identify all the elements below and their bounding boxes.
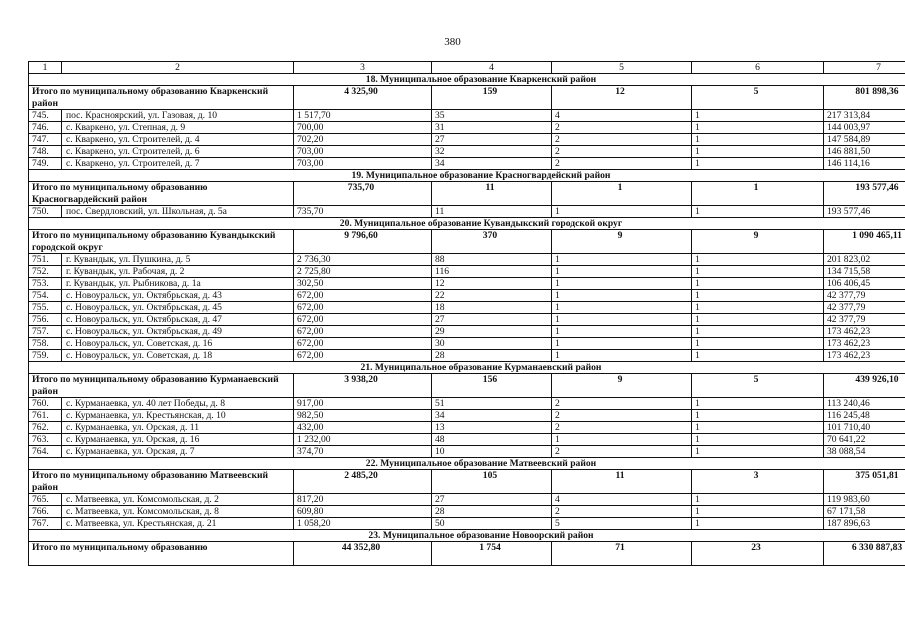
row-col6: 1 (692, 422, 824, 434)
row-sum: 119 983,60 (824, 494, 905, 506)
row-col5: 1 (552, 314, 692, 326)
row-people: 27 (432, 494, 552, 506)
table-row (29, 422, 905, 434)
row-number: 758. (29, 338, 62, 350)
row-address: с. Новоуральск, ул. Советская, д. 16 (62, 338, 294, 350)
table-row (29, 290, 905, 302)
row-address: с. Кваркено, ул. Строителей, д. 4 (62, 134, 294, 146)
row-address: пос. Свердловский, ул. Школьная, д. 5а (62, 206, 294, 218)
section-title: 19. Муниципальное образование Красногвардейский район (29, 170, 905, 182)
row-sum: 173 462,23 (824, 326, 905, 338)
row-sum: 38 088,54 (824, 446, 905, 458)
total-area: 735,70 (294, 182, 432, 206)
row-address: с. Кваркено, ул. Строителей, д. 7 (62, 158, 294, 170)
section-title: 21. Муниципальное образование Курманаевский район (29, 362, 905, 374)
row-address: с. Новоуральск, ул. Октябрьская, д. 45 (62, 302, 294, 314)
row-col5: 4 (552, 110, 692, 122)
row-col5: 4 (552, 494, 692, 506)
row-area: 700,00 (294, 122, 432, 134)
section-title-row (29, 362, 905, 374)
row-number: 752. (29, 266, 62, 278)
row-sum: 147 584,89 (824, 134, 905, 146)
row-area: 2 725,80 (294, 266, 432, 278)
row-col5: 1 (552, 350, 692, 362)
row-sum: 113 240,46 (824, 398, 905, 410)
section-title: 20. Муниципальное образование Кувандыкский городской округ (29, 218, 905, 230)
row-number: 759. (29, 350, 62, 362)
total-sum: 375 051,81 (824, 470, 905, 494)
row-area: 2 736,30 (294, 254, 432, 266)
section-title: 22. Муниципальное образование Матвеевский район (29, 458, 905, 470)
row-people: 32 (432, 146, 552, 158)
total-col6: 3 (692, 470, 824, 494)
total-col5: 9 (552, 230, 692, 254)
row-area: 703,00 (294, 146, 432, 158)
section-title-row (29, 170, 905, 182)
row-col6: 1 (692, 434, 824, 446)
total-row (29, 182, 905, 206)
row-number: 763. (29, 434, 62, 446)
total-col6: 23 (692, 542, 824, 566)
table-row (29, 326, 905, 338)
row-col5: 2 (552, 146, 692, 158)
row-number: 748. (29, 146, 62, 158)
row-col6: 1 (692, 290, 824, 302)
row-people: 27 (432, 314, 552, 326)
row-address: с. Кваркено, ул. Строителей, д. 6 (62, 146, 294, 158)
total-col5: 11 (552, 470, 692, 494)
row-area: 672,00 (294, 338, 432, 350)
column-number-cell: 5 (552, 62, 692, 74)
row-col6: 1 (692, 518, 824, 530)
total-label: Итого по муниципальному образованию Курманаевский район (29, 374, 294, 398)
row-people: 12 (432, 278, 552, 290)
row-people: 48 (432, 434, 552, 446)
row-number: 747. (29, 134, 62, 146)
row-people: 50 (432, 518, 552, 530)
total-col5: 9 (552, 374, 692, 398)
row-sum: 187 896,63 (824, 518, 905, 530)
row-people: 51 (432, 398, 552, 410)
row-area: 672,00 (294, 326, 432, 338)
row-sum: 67 171,58 (824, 506, 905, 518)
total-label: Итого по муниципальному образованию Кувандыкский городской округ (29, 230, 294, 254)
row-sum: 201 823,02 (824, 254, 905, 266)
row-number: 751. (29, 254, 62, 266)
total-people: 105 (432, 470, 552, 494)
total-sum: 193 577,46 (824, 182, 905, 206)
row-sum: 42 377,79 (824, 290, 905, 302)
row-sum: 173 462,23 (824, 350, 905, 362)
row-number: 762. (29, 422, 62, 434)
row-col6: 1 (692, 338, 824, 350)
row-number: 756. (29, 314, 62, 326)
row-col5: 1 (552, 290, 692, 302)
row-col5: 1 (552, 266, 692, 278)
section-title-row (29, 530, 905, 542)
table-row (29, 254, 905, 266)
row-col6: 1 (692, 350, 824, 362)
total-sum: 6 330 887,83 (824, 542, 905, 566)
row-people: 27 (432, 134, 552, 146)
row-number: 755. (29, 302, 62, 314)
row-number: 753. (29, 278, 62, 290)
row-address: с. Матвеевка, ул. Крестьянская, д. 21 (62, 518, 294, 530)
row-people: 116 (432, 266, 552, 278)
row-col5: 2 (552, 506, 692, 518)
total-label: Итого по муниципальному образованию Матвеевский район (29, 470, 294, 494)
table-row (29, 158, 905, 170)
table-row (29, 110, 905, 122)
row-people: 28 (432, 506, 552, 518)
row-area: 672,00 (294, 350, 432, 362)
table-body (29, 62, 905, 566)
total-col6: 1 (692, 182, 824, 206)
row-people: 22 (432, 290, 552, 302)
row-col5: 1 (552, 302, 692, 314)
row-address: с. Курманаевка, ул. Орская, д. 16 (62, 434, 294, 446)
row-number: 750. (29, 206, 62, 218)
row-area: 817,20 (294, 494, 432, 506)
row-col5: 1 (552, 338, 692, 350)
total-area: 44 352,80 (294, 542, 432, 566)
section-title: 18. Муниципальное образование Кваркенский район (29, 74, 905, 86)
total-row (29, 230, 905, 254)
row-area: 703,00 (294, 158, 432, 170)
total-area: 3 938,20 (294, 374, 432, 398)
row-sum: 70 641,22 (824, 434, 905, 446)
row-col6: 1 (692, 494, 824, 506)
row-people: 35 (432, 110, 552, 122)
row-area: 735,70 (294, 206, 432, 218)
row-sum: 193 577,46 (824, 206, 905, 218)
row-col5: 2 (552, 122, 692, 134)
total-area: 9 796,60 (294, 230, 432, 254)
row-sum: 116 245,48 (824, 410, 905, 422)
row-area: 702,20 (294, 134, 432, 146)
total-people: 156 (432, 374, 552, 398)
column-numbers-row (29, 62, 905, 74)
table-row (29, 278, 905, 290)
row-area: 432,00 (294, 422, 432, 434)
row-col5: 2 (552, 410, 692, 422)
row-address: пос. Красноярский, ул. Газовая, д. 10 (62, 110, 294, 122)
total-area: 4 325,90 (294, 86, 432, 110)
row-people: 28 (432, 350, 552, 362)
row-col6: 1 (692, 398, 824, 410)
total-people: 370 (432, 230, 552, 254)
row-col6: 1 (692, 314, 824, 326)
row-col5: 1 (552, 326, 692, 338)
table-row (29, 134, 905, 146)
row-col6: 1 (692, 278, 824, 290)
row-col6: 1 (692, 506, 824, 518)
total-col6: 5 (692, 86, 824, 110)
row-col5: 5 (552, 518, 692, 530)
table-row (29, 446, 905, 458)
total-sum: 439 926,10 (824, 374, 905, 398)
row-col5: 1 (552, 206, 692, 218)
total-col5: 1 (552, 182, 692, 206)
table-row (29, 338, 905, 350)
total-col6: 9 (692, 230, 824, 254)
total-col5: 12 (552, 86, 692, 110)
total-row (29, 374, 905, 398)
total-row (29, 86, 905, 110)
row-sum: 101 710,40 (824, 422, 905, 434)
section-title-row (29, 74, 905, 86)
row-sum: 106 406,45 (824, 278, 905, 290)
row-people: 10 (432, 446, 552, 458)
row-area: 1 232,00 (294, 434, 432, 446)
row-col5: 1 (552, 434, 692, 446)
section-title-row (29, 218, 905, 230)
row-sum: 173 462,23 (824, 338, 905, 350)
row-sum: 144 003,97 (824, 122, 905, 134)
table-row (29, 494, 905, 506)
row-col5: 2 (552, 422, 692, 434)
table-row (29, 146, 905, 158)
row-area: 672,00 (294, 302, 432, 314)
table-row (29, 410, 905, 422)
row-area: 672,00 (294, 314, 432, 326)
total-sum: 1 090 465,11 (824, 230, 905, 254)
column-number-cell: 3 (294, 62, 432, 74)
table-row (29, 206, 905, 218)
row-people: 18 (432, 302, 552, 314)
row-col6: 1 (692, 158, 824, 170)
section-title-row (29, 458, 905, 470)
row-address: г. Кувандык, ул. Рыбникова, д. 1а (62, 278, 294, 290)
row-people: 88 (432, 254, 552, 266)
row-sum: 42 377,79 (824, 314, 905, 326)
total-people: 159 (432, 86, 552, 110)
row-col6: 1 (692, 206, 824, 218)
row-address: с. Новоуральск, ул. Советская, д. 18 (62, 350, 294, 362)
row-number: 749. (29, 158, 62, 170)
row-area: 374,70 (294, 446, 432, 458)
row-area: 1 058,20 (294, 518, 432, 530)
row-address: с. Курманаевка, ул. Орская, д. 7 (62, 446, 294, 458)
row-number: 767. (29, 518, 62, 530)
table-row (29, 350, 905, 362)
row-address: с. Матвеевка, ул. Комсомольская, д. 2 (62, 494, 294, 506)
row-sum: 146 114,16 (824, 158, 905, 170)
row-col6: 1 (692, 266, 824, 278)
row-col5: 1 (552, 278, 692, 290)
row-col5: 2 (552, 158, 692, 170)
page-number: 380 (444, 36, 461, 48)
row-number: 766. (29, 506, 62, 518)
total-sum: 801 898,36 (824, 86, 905, 110)
row-people: 34 (432, 410, 552, 422)
table-row (29, 506, 905, 518)
row-area: 302,50 (294, 278, 432, 290)
row-area: 917,00 (294, 398, 432, 410)
total-people: 11 (432, 182, 552, 206)
row-address: г. Кувандык, ул. Пушкина, д. 5 (62, 254, 294, 266)
row-col6: 1 (692, 134, 824, 146)
row-col6: 1 (692, 326, 824, 338)
total-people: 1 754 (432, 542, 552, 566)
row-col6: 1 (692, 302, 824, 314)
row-col6: 1 (692, 254, 824, 266)
row-people: 30 (432, 338, 552, 350)
row-area: 982,50 (294, 410, 432, 422)
row-area: 609,80 (294, 506, 432, 518)
row-people: 13 (432, 422, 552, 434)
row-people: 34 (432, 158, 552, 170)
row-number: 760. (29, 398, 62, 410)
row-address: с. Кваркено, ул. Степная, д. 9 (62, 122, 294, 134)
table-row (29, 434, 905, 446)
total-row (29, 542, 905, 566)
total-label: Итого по муниципальному образованию Кваркенский район (29, 86, 294, 110)
table-row (29, 302, 905, 314)
total-area: 2 485,20 (294, 470, 432, 494)
row-address: с. Курманаевка, ул. Крестьянская, д. 10 (62, 410, 294, 422)
column-number-cell: 6 (692, 62, 824, 74)
section-title: 23. Муниципальное образование Новоорский район (29, 530, 905, 542)
row-sum: 42 377,79 (824, 302, 905, 314)
registry-table (28, 61, 905, 566)
total-col5: 71 (552, 542, 692, 566)
row-address: с. Новоуральск, ул. Октябрьская, д. 43 (62, 290, 294, 302)
column-number-cell: 2 (62, 62, 294, 74)
row-number: 765. (29, 494, 62, 506)
total-row (29, 470, 905, 494)
row-col6: 1 (692, 110, 824, 122)
row-col6: 1 (692, 146, 824, 158)
column-number-cell: 7 (824, 62, 905, 74)
row-area: 672,00 (294, 290, 432, 302)
row-number: 745. (29, 110, 62, 122)
table-row (29, 398, 905, 410)
row-col6: 1 (692, 446, 824, 458)
table-row (29, 518, 905, 530)
row-sum: 146 881,50 (824, 146, 905, 158)
row-address: с. Новоуральск, ул. Октябрьская, д. 47 (62, 314, 294, 326)
row-col5: 1 (552, 254, 692, 266)
row-address: г. Кувандык, ул. Рабочая, д. 2 (62, 266, 294, 278)
row-sum: 134 715,58 (824, 266, 905, 278)
table-row (29, 314, 905, 326)
row-area: 1 517,70 (294, 110, 432, 122)
row-number: 761. (29, 410, 62, 422)
row-col5: 2 (552, 398, 692, 410)
row-number: 754. (29, 290, 62, 302)
row-people: 31 (432, 122, 552, 134)
row-number: 757. (29, 326, 62, 338)
row-col6: 1 (692, 410, 824, 422)
row-col5: 2 (552, 446, 692, 458)
row-col6: 1 (692, 122, 824, 134)
table-row (29, 266, 905, 278)
row-address: с. Матвеевка, ул. Комсомольская, д. 8 (62, 506, 294, 518)
column-number-cell: 1 (29, 62, 62, 74)
row-col5: 2 (552, 134, 692, 146)
table-row (29, 122, 905, 134)
row-people: 29 (432, 326, 552, 338)
row-number: 746. (29, 122, 62, 134)
row-people: 11 (432, 206, 552, 218)
total-label: Итого по муниципальному образованию Красногвардейский район (29, 182, 294, 206)
row-address: с. Курманаевка, ул. Орская, д. 11 (62, 422, 294, 434)
row-address: с. Новоуральск, ул. Октябрьская, д. 49 (62, 326, 294, 338)
total-label: Итого по муниципальному образованию (29, 542, 294, 566)
row-address: с. Курманаевка, ул. 40 лет Победы, д. 8 (62, 398, 294, 410)
row-number: 764. (29, 446, 62, 458)
total-col6: 5 (692, 374, 824, 398)
row-sum: 217 313,84 (824, 110, 905, 122)
column-number-cell: 4 (432, 62, 552, 74)
